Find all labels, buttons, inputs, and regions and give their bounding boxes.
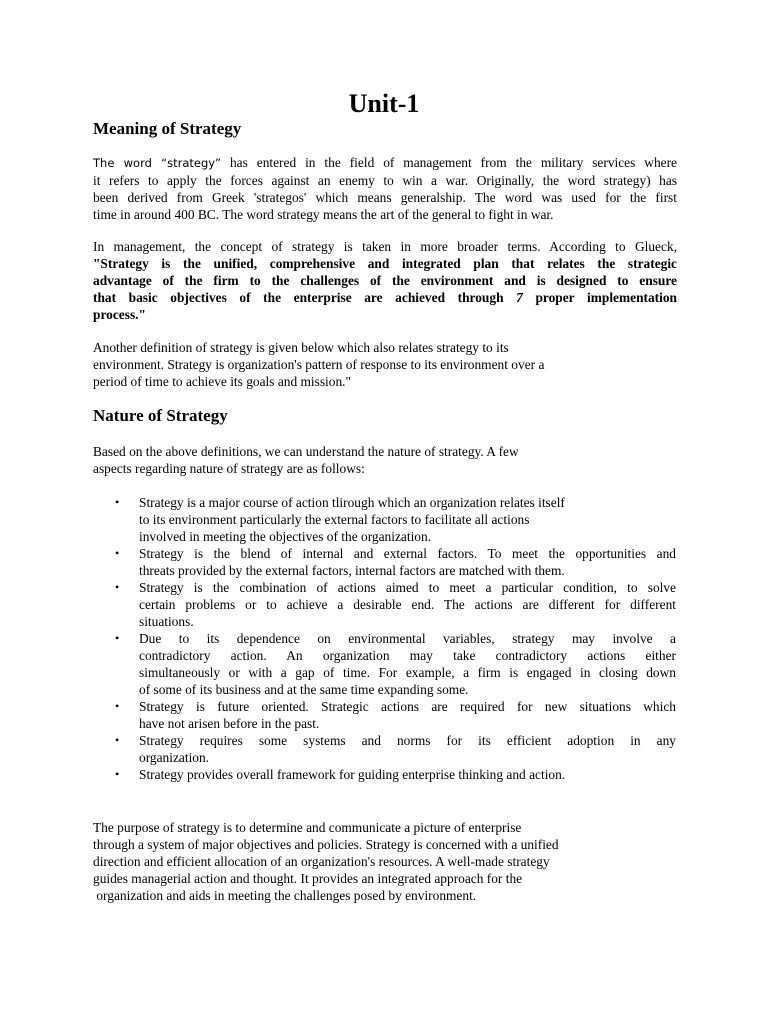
text-line: Strategy is a major course of action tlirough which an organization relates itself xyxy=(139,495,565,510)
text-line: organization. xyxy=(139,750,210,765)
text-fragment: has entered in the field of management from the military services where xyxy=(221,155,677,170)
text-fragment: proper implementation xyxy=(522,290,677,305)
text-line: organization and aids in meeting the challenges posed by environment. xyxy=(93,888,477,903)
bullet-dot-icon: • xyxy=(115,733,120,747)
sans-fragment: The word “strategy” xyxy=(93,156,222,170)
quote-line: advantage of the firm to the challenges of the environment and is designed to ensure xyxy=(93,273,677,288)
text-line: have not arisen before in the past. xyxy=(139,716,320,731)
text-line: certain problems or to achieve a desirable end. The actions are different for different xyxy=(139,597,676,612)
section-heading-meaning: Meaning of Strategy xyxy=(93,119,242,138)
bullet-dot-icon: • xyxy=(115,631,120,645)
text-line: The purpose of strategy is to determine and communicate a picture of enterprise xyxy=(93,820,522,835)
nature-bullet-list xyxy=(110,494,676,783)
text-line: threats provided by the external factors, internal factors are matched with them. xyxy=(139,563,565,578)
paragraph-another-definition xyxy=(93,339,677,390)
paragraph-purpose xyxy=(93,819,677,904)
text-line: Based on the above definitions, we can understand the nature of strategy. A few xyxy=(93,444,519,459)
bullet-item xyxy=(110,698,676,732)
page-title: Unit-1 xyxy=(348,89,420,118)
bullet-item xyxy=(110,766,676,783)
bullet-dot-icon: • xyxy=(115,495,120,509)
text-line: simultaneously or with a gap of time. For example, a firm is engaged in closing down xyxy=(139,665,676,680)
section-heading-nature: Nature of Strategy xyxy=(93,406,228,425)
bullet-item xyxy=(110,579,676,630)
bullet-dot-icon: • xyxy=(115,767,120,781)
text-line: it refers to apply the forces against an enemy to win a war. Originally, the word strategy) has xyxy=(93,173,677,188)
text-line: time in around 400 BC. The word strategy means the art of the general to fight in war. xyxy=(93,207,554,222)
bullet-item xyxy=(110,545,676,579)
quote-line xyxy=(93,289,677,306)
bullet-dot-icon: • xyxy=(115,699,120,713)
text-line: Strategy requires some systems and norms for its efficient adoption in any xyxy=(139,733,676,748)
text-line: contradictory action. An organization may take contradictory actions either xyxy=(139,648,676,663)
bullet-item xyxy=(110,494,676,545)
text-fragment: that basic objectives of the enterprise are achieved through xyxy=(93,290,517,305)
text-line: direction and efficient allocation of an organization's resources. A well-made strategy xyxy=(93,854,550,869)
italic-number: 7 xyxy=(516,290,523,305)
text-line: Due to its dependence on environmental variables, strategy may involve a xyxy=(139,631,676,646)
text-line: aspects regarding nature of strategy are as follows: xyxy=(93,461,365,476)
text-line: In management, the concept of strategy is taken in more broader terms. According to Glueck, xyxy=(93,239,677,254)
text-line: through a system of major objectives and policies. Strategy is concerned with a unified xyxy=(93,837,559,852)
text-line: situations. xyxy=(139,614,194,629)
text-line: environment. Strategy is organization's pattern of response to its environment over a xyxy=(93,357,545,372)
text-line: involved in meeting the objectives of the organization. xyxy=(139,529,432,544)
paragraph-meaning-1 xyxy=(93,154,677,223)
text-line: Another definition of strategy is given below which also relates strategy to its xyxy=(93,340,509,355)
text-line: Strategy is future oriented. Strategic actions are required for new situations which xyxy=(139,699,676,714)
bullet-dot-icon: • xyxy=(115,580,120,594)
bullet-item xyxy=(110,732,676,766)
text-line: Strategy is the combination of actions aimed to meet a particular condition, to solve xyxy=(139,580,676,595)
text-line: been derived from Greek 'strategos' which means generalship. The word was used for the first xyxy=(93,190,677,205)
quote-line: process." xyxy=(93,307,146,322)
text-line: Strategy provides overall framework for guiding enterprise thinking and action. xyxy=(139,767,566,782)
quote-line: "Strategy is the unified, comprehensive and integrated plan that relates the strategic xyxy=(93,256,677,271)
paragraph-nature-intro xyxy=(93,443,677,477)
bullet-item xyxy=(110,630,676,698)
text-line: to its environment particularly the external factors to facilitate all actions xyxy=(139,512,530,527)
text-line: of some of its business and at the same time expanding some. xyxy=(139,682,469,697)
text-line: period of time to achieve its goals and mission." xyxy=(93,374,351,389)
text-line: Strategy is the blend of internal and external factors. To meet the opportunities and xyxy=(139,546,676,561)
bullet-dot-icon: • xyxy=(115,546,120,560)
text-line xyxy=(93,154,677,172)
paragraph-glueck-definition xyxy=(93,238,677,323)
text-line: guides managerial action and thought. It provides an integrated approach for the xyxy=(93,871,523,886)
